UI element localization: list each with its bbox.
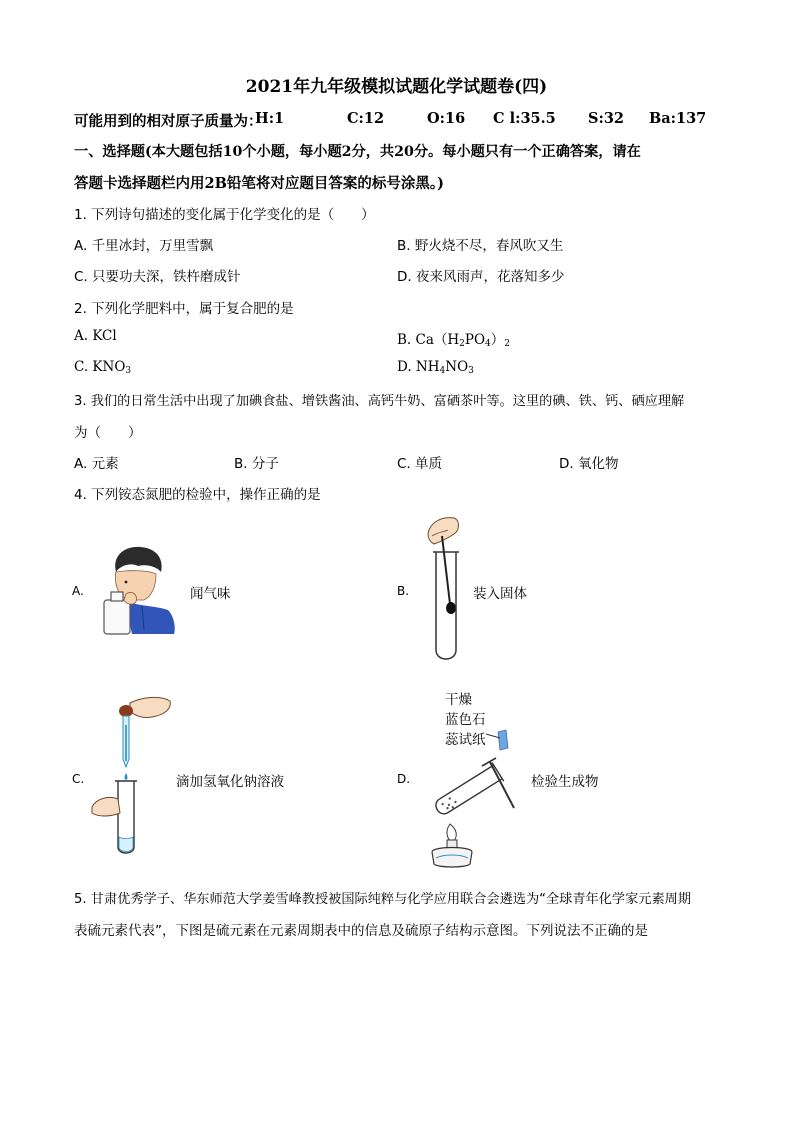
- q2-option-c: C. $KNO_3$: [74, 359, 132, 376]
- q3-option-a: A. 元素: [74, 456, 119, 472]
- section-instructions-line1: 一、选择题(本大题包括10个小题，每小题2分，共20分。每小题只有一个正确答案，请在: [74, 144, 641, 160]
- section-instructions-line2: 答题卡选择题栏内用2B铅笔将对应题目答案的标号涂黑。): [74, 175, 444, 192]
- q4-option-d-label: D.: [397, 772, 411, 786]
- q2-option-d: D. $NH_4NO_3$: [397, 359, 474, 376]
- q3-stem-line2: 为（ ）: [74, 425, 142, 441]
- q3-option-b: B. 分子: [234, 456, 279, 472]
- q4-option-c-label: C.: [72, 772, 85, 786]
- q3-stem-line1: 3. 我们的日常生活中出现了加碘食盐、增铁酱油、高钙牛奶、富硒茶叶等。这里的碘、铁、钙、硒应理解: [74, 394, 685, 409]
- q1-option-d: D. 夜来风雨声，花落知多少: [397, 269, 565, 285]
- q2-option-b: B. $Ca(H_2PO_4)_2$: [397, 332, 511, 349]
- test-tube-spatula-illustration: [420, 512, 470, 666]
- q2-option-a: A. KCl: [74, 328, 117, 344]
- q4-option-b-label: B.: [397, 584, 410, 598]
- litmus-paper-label: 干燥 蓝色石 蕊试纸: [445, 692, 486, 748]
- q1-option-c: C. 只要功夫深，铁杵磨成针: [74, 269, 241, 285]
- q1-stem: 1. 下列诗句描述的变化属于化学变化的是（ ）: [74, 207, 375, 223]
- page-title: 2021年九年级模拟试题化学试题卷(四): [245, 77, 548, 97]
- q4-option-a-caption: 闻气味: [190, 586, 231, 602]
- q4-option-d-caption: 检验生成物: [531, 774, 599, 790]
- q4-option-b-caption: 装入固体: [473, 586, 527, 602]
- atomic-mass-o: O:16: [427, 110, 466, 127]
- q4-option-c-caption: 滴加氢氧化钠溶液: [176, 774, 284, 790]
- q4-option-a-label: A.: [72, 584, 84, 598]
- q3-option-d: D. 氧化物: [559, 456, 619, 472]
- atomic-mass-c: C:12: [347, 110, 385, 127]
- q3-option-c: C. 单质: [397, 456, 443, 472]
- atomic-mass-cl: C l:35.5: [493, 110, 556, 127]
- atomic-mass-ba: Ba:137: [649, 110, 707, 127]
- heating-apparatus-illustration: [420, 728, 530, 868]
- q5-stem-line2: 表硫元素代表”，下图是硫元素在元素周期表中的信息及硫原子结构示意图。下列说法不正确的是: [74, 923, 648, 939]
- atomic-mass-prefix: 可能用到的相对原子质量为：: [74, 113, 263, 130]
- atomic-mass-s: S:32: [588, 110, 625, 127]
- smelling-illustration: [98, 544, 178, 636]
- q5-stem-line1: 5. 甘肃优秀学子、华东师范大学姜雪峰教授被国际纯粹与化学应用联合会遴选为“全球青年化学家元素周期: [74, 892, 692, 907]
- atomic-mass-h: H:1: [255, 110, 285, 127]
- dropper-test-tube-illustration: [90, 695, 174, 857]
- q4-stem: 4. 下列铵态氮肥的检验中，操作正确的是: [74, 487, 321, 503]
- q1-option-a: A. 千里冰封，万里雪飘: [74, 238, 214, 254]
- q2-stem: 2. 下列化学肥料中，属于复合肥的是: [74, 301, 294, 317]
- q1-option-b: B. 野火烧不尽，春风吹又生: [397, 238, 564, 254]
